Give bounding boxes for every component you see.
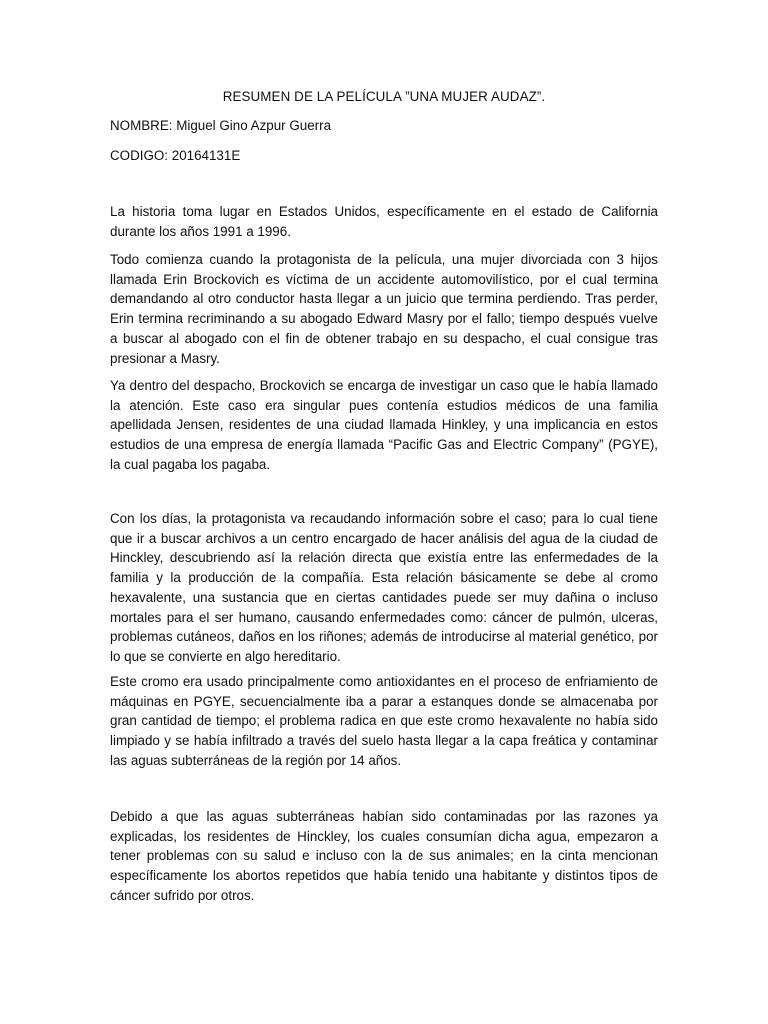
paragraph: Ya dentro del despacho, Brockovich se encarga de investigar un caso que le había llamado la atención. Este caso era singular pues contenía estudios médicos de una familia apellidada Jensen, residentes de una ciudad llamada Hinkley, y una implicancia en estos estudios de una empresa de energía llamada “Pacific Gas and Electric Company” (PGYE), la cual pagaba los pagaba. (110, 378, 658, 472)
student-name: NOMBRE: Miguel Gino Azpur Guerra (110, 118, 332, 133)
paragraph: Este cromo era usado principalmente como antioxidantes en el proceso de enfriamiento de máquinas en PGYE, secuencialmente iba a parar a estanques donde se almacenaba por gran cantidad de tiempo; el problema radica en que este cromo hexavalente no había sido limpiado y se había infiltrado a través del suelo hasta llegar a la capa freática y contaminar las aguas subterráneas de la región por 14 años. (110, 674, 658, 768)
paragraph: Debido a que las aguas subterráneas habían sido contaminadas por las razones ya explicadas, los residentes de Hinckley, los cuales consumían dicha agua, empezaron a tener problemas con su salud e incluso con la de sus animales; en la cinta mencionan específicamente los abortos repetidos que había tenido una habitante y distintos tipos de cáncer sufrido por otros. (110, 809, 658, 903)
paragraph: Con los días, la protagonista va recaudando información sobre el caso; para lo cual tiene que ir a buscar archivos a un centro encargado de hacer análisis del agua de la ciudad de Hinckley, descubriendo así la relación directa que existía entre las enfermedades de la familia y la producción de la compañía. Esta relación básicamente se debe al cromo hexavalente, una sustancia que en ciertas cantidades puede ser muy dañina o incluso mortales para el ser humano, causando enfermedades como: cáncer de pulmón, ulceras, problemas cutáneos, daños en los riñones; además de introducirse al material genético, por lo que se convierte en algo hereditario. (110, 511, 658, 664)
paragraph: La historia toma lugar en Estados Unidos, específicamente en el estado de California durante los años 1991 a 1996. (110, 204, 658, 239)
document-title: RESUMEN DE LA PELÍCULA ”UNA MUJER AUDAZ”. (222, 89, 546, 104)
student-code: CODIGO: 20164131E (110, 148, 241, 163)
paragraph: Todo comienza cuando la protagonista de la película, una mujer divorciada con 3 hijos llamada Erin Brockovich es víctima de un accidente automovilístico, por el cual termina demandando al otro conductor hasta llegar a un juicio que termina perdiendo. Tras perder, Erin termina recriminando a su abogado Edward Masry por el fallo; tiempo después vuelve a buscar al abogado con el fin de obtener trabajo en su despacho, el cual consigue tras presionar a Masry. (110, 252, 658, 366)
